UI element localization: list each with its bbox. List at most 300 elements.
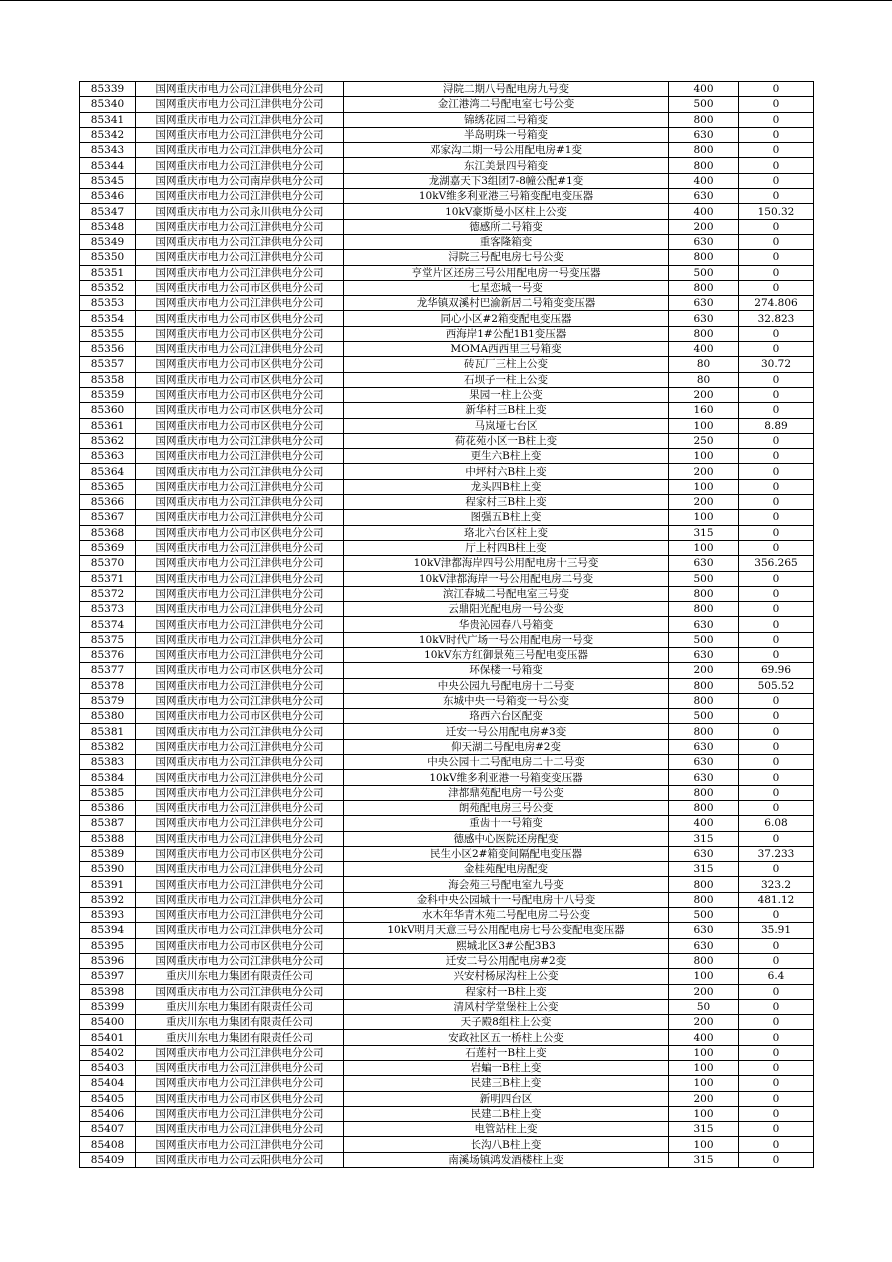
transformer-name-cell: 云鼎阳光配电房一号公变 — [344, 602, 669, 617]
value-cell: 0 — [739, 1061, 814, 1076]
company-cell: 国网重庆市电力公司永川供电分公司 — [136, 204, 344, 219]
capacity-cell: 315 — [669, 862, 739, 877]
row-id-cell: 85357 — [80, 357, 136, 372]
company-cell: 重庆川东电力集团有限责任公司 — [136, 1030, 344, 1045]
value-cell: 8.89 — [739, 418, 814, 433]
row-id-cell: 85397 — [80, 969, 136, 984]
value-cell: 0 — [739, 1030, 814, 1045]
value-cell: 0 — [739, 127, 814, 142]
transformer-name-cell: 荷花苑小区一B柱上变 — [344, 433, 669, 448]
company-cell: 国网重庆市电力公司江津供电分公司 — [136, 495, 344, 510]
row-id-cell: 85341 — [80, 112, 136, 127]
row-id-cell: 85406 — [80, 1106, 136, 1121]
transformer-name-cell: 重客隆箱变 — [344, 234, 669, 249]
value-cell: 69.96 — [739, 663, 814, 678]
value-cell: 0 — [739, 908, 814, 923]
value-cell: 0 — [739, 265, 814, 280]
row-id-cell: 85402 — [80, 1045, 136, 1060]
table-row — [80, 938, 814, 953]
value-cell: 0 — [739, 464, 814, 479]
row-id-cell: 85386 — [80, 800, 136, 815]
table-row — [80, 785, 814, 800]
capacity-cell: 630 — [669, 770, 739, 785]
table-row — [80, 862, 814, 877]
value-cell: 0 — [739, 433, 814, 448]
company-cell: 国网重庆市电力公司江津供电分公司 — [136, 219, 344, 234]
capacity-cell: 100 — [669, 540, 739, 555]
capacity-cell: 400 — [669, 1030, 739, 1045]
company-cell: 国网重庆市电力公司江津供电分公司 — [136, 739, 344, 754]
capacity-cell: 800 — [669, 785, 739, 800]
transformer-name-cell: 德感所二号箱变 — [344, 219, 669, 234]
row-id-cell: 85389 — [80, 846, 136, 861]
value-cell: 37.233 — [739, 846, 814, 861]
company-cell: 国网重庆市电力公司市区供电分公司 — [136, 357, 344, 372]
transformer-name-cell: 兴安村杨尿沟柱上公变 — [344, 969, 669, 984]
row-id-cell: 85367 — [80, 510, 136, 525]
transformer-name-cell: 华贵沁园春八号箱变 — [344, 617, 669, 632]
capacity-cell: 200 — [669, 495, 739, 510]
company-cell: 国网重庆市电力公司江津供电分公司 — [136, 862, 344, 877]
table-row — [80, 969, 814, 984]
value-cell: 0 — [739, 479, 814, 494]
value-cell: 0 — [739, 250, 814, 265]
capacity-cell: 500 — [669, 265, 739, 280]
value-cell: 323.2 — [739, 877, 814, 892]
capacity-cell: 100 — [669, 969, 739, 984]
table-row — [80, 816, 814, 831]
table-row — [80, 372, 814, 387]
row-id-cell: 85368 — [80, 525, 136, 540]
value-cell: 0 — [739, 1122, 814, 1137]
row-id-cell: 85384 — [80, 770, 136, 785]
table-row — [80, 219, 814, 234]
transformer-name-cell: 10kV东方红御景苑三号配电变压器 — [344, 647, 669, 662]
capacity-cell: 400 — [669, 816, 739, 831]
company-cell: 国网重庆市电力公司市区供电分公司 — [136, 1091, 344, 1106]
company-cell: 重庆川东电力集团有限责任公司 — [136, 1015, 344, 1030]
company-cell: 国网重庆市电力公司江津供电分公司 — [136, 112, 344, 127]
capacity-cell: 800 — [669, 586, 739, 601]
table-row — [80, 296, 814, 311]
value-cell: 0 — [739, 403, 814, 418]
capacity-cell: 800 — [669, 112, 739, 127]
company-cell: 国网重庆市电力公司江津供电分公司 — [136, 892, 344, 907]
value-cell: 0 — [739, 97, 814, 112]
company-cell: 国网重庆市电力公司江津供电分公司 — [136, 97, 344, 112]
company-cell: 重庆川东电力集团有限责任公司 — [136, 999, 344, 1014]
value-cell: 0 — [739, 800, 814, 815]
table-row — [80, 250, 814, 265]
row-id-cell: 85376 — [80, 647, 136, 662]
value-cell: 0 — [739, 449, 814, 464]
value-cell: 0 — [739, 510, 814, 525]
value-cell: 0 — [739, 234, 814, 249]
transformer-name-cell: 果园一柱上公变 — [344, 387, 669, 402]
capacity-cell: 50 — [669, 999, 739, 1014]
table-row — [80, 1091, 814, 1106]
company-cell: 重庆川东电力集团有限责任公司 — [136, 969, 344, 984]
table-row — [80, 1045, 814, 1060]
transformer-name-cell: 德感中心医院还房配变 — [344, 831, 669, 846]
company-cell: 国网重庆市电力公司江津供电分公司 — [136, 158, 344, 173]
transformer-name-cell: 龙头四B柱上变 — [344, 479, 669, 494]
table-row — [80, 82, 814, 97]
capacity-cell: 800 — [669, 326, 739, 341]
value-cell: 0 — [739, 831, 814, 846]
transformer-name-cell: 金桂苑配电房配变 — [344, 862, 669, 877]
transformer-name-cell: 电管站柱上变 — [344, 1122, 669, 1137]
table-row — [80, 831, 814, 846]
row-id-cell: 85355 — [80, 326, 136, 341]
transformer-name-cell: 10kV豪斯曼小区柱上公变 — [344, 204, 669, 219]
table-row — [80, 602, 814, 617]
value-cell: 0 — [739, 1091, 814, 1106]
row-id-cell: 85396 — [80, 953, 136, 968]
row-id-cell: 85359 — [80, 387, 136, 402]
row-id-cell: 85391 — [80, 877, 136, 892]
table-row — [80, 586, 814, 601]
company-cell: 国网重庆市电力公司江津供电分公司 — [136, 342, 344, 357]
company-cell: 国网重庆市电力公司江津供电分公司 — [136, 479, 344, 494]
value-cell: 0 — [739, 280, 814, 295]
table-row — [80, 1106, 814, 1121]
company-cell: 国网重庆市电力公司市区供电分公司 — [136, 418, 344, 433]
company-cell: 国网重庆市电力公司市区供电分公司 — [136, 525, 344, 540]
value-cell: 0 — [739, 143, 814, 158]
capacity-cell: 315 — [669, 525, 739, 540]
company-cell: 国网重庆市电力公司江津供电分公司 — [136, 296, 344, 311]
row-id-cell: 85403 — [80, 1061, 136, 1076]
transformer-name-cell: 马岚垭七台区 — [344, 418, 669, 433]
table-row — [80, 1061, 814, 1076]
row-id-cell: 85371 — [80, 571, 136, 586]
company-cell: 国网重庆市电力公司江津供电分公司 — [136, 510, 344, 525]
table-row — [80, 311, 814, 326]
company-cell: 国网重庆市电力公司江津供电分公司 — [136, 250, 344, 265]
row-id-cell: 85393 — [80, 908, 136, 923]
capacity-cell: 315 — [669, 831, 739, 846]
table-row — [80, 265, 814, 280]
transformer-name-cell: 东江美景四号箱变 — [344, 158, 669, 173]
transformer-name-cell: 岩蝙一B柱上变 — [344, 1061, 669, 1076]
capacity-cell: 800 — [669, 250, 739, 265]
company-cell: 国网重庆市电力公司江津供电分公司 — [136, 189, 344, 204]
capacity-cell: 100 — [669, 510, 739, 525]
company-cell: 国网重庆市电力公司市区供电分公司 — [136, 663, 344, 678]
transformer-name-cell: 天子殿8组柱上公变 — [344, 1015, 669, 1030]
capacity-cell: 630 — [669, 938, 739, 953]
capacity-cell: 200 — [669, 1091, 739, 1106]
capacity-cell: 100 — [669, 418, 739, 433]
table-row — [80, 1152, 814, 1167]
table-row — [80, 479, 814, 494]
transformer-name-cell: 图强五B柱上变 — [344, 510, 669, 525]
transformer-name-cell: 金江港湾二号配电室七号公变 — [344, 97, 669, 112]
transformer-name-cell: 民生小区2#箱变间隔配电变压器 — [344, 846, 669, 861]
company-cell: 国网重庆市电力公司江津供电分公司 — [136, 816, 344, 831]
capacity-cell: 315 — [669, 1152, 739, 1167]
company-cell: 国网重庆市电力公司市区供电分公司 — [136, 311, 344, 326]
table-row — [80, 663, 814, 678]
company-cell: 国网重庆市电力公司江津供电分公司 — [136, 234, 344, 249]
value-cell: 0 — [739, 755, 814, 770]
table-row — [80, 724, 814, 739]
value-cell: 0 — [739, 862, 814, 877]
transformer-name-cell: 锦绣花园二号箱变 — [344, 112, 669, 127]
company-cell: 国网重庆市电力公司江津供电分公司 — [136, 617, 344, 632]
transformer-name-cell: 浔院三号配电房七号公变 — [344, 250, 669, 265]
company-cell: 国网重庆市电力公司江津供电分公司 — [136, 127, 344, 142]
table-row — [80, 953, 814, 968]
table-row — [80, 571, 814, 586]
transformer-name-cell: 金科中央公园城十一号配电房十八号变 — [344, 892, 669, 907]
table-row — [80, 1030, 814, 1045]
transformer-name-cell: 石坝子一柱上公变 — [344, 372, 669, 387]
transformer-name-cell: 水木年华青木苑二号配电房二号公变 — [344, 908, 669, 923]
row-id-cell: 85375 — [80, 632, 136, 647]
row-id-cell: 85404 — [80, 1076, 136, 1091]
capacity-cell: 400 — [669, 82, 739, 97]
capacity-cell: 200 — [669, 1015, 739, 1030]
row-id-cell: 85361 — [80, 418, 136, 433]
table-row — [80, 923, 814, 938]
value-cell: 0 — [739, 1137, 814, 1152]
capacity-cell: 800 — [669, 143, 739, 158]
value-cell: 0 — [739, 1076, 814, 1091]
company-cell: 国网重庆市电力公司江津供电分公司 — [136, 908, 344, 923]
value-cell: 0 — [739, 540, 814, 555]
company-cell: 国网重庆市电力公司江津供电分公司 — [136, 82, 344, 97]
company-cell: 国网重庆市电力公司江津供电分公司 — [136, 1122, 344, 1137]
capacity-cell: 500 — [669, 908, 739, 923]
company-cell: 国网重庆市电力公司市区供电分公司 — [136, 709, 344, 724]
row-id-cell: 85346 — [80, 189, 136, 204]
transformer-name-cell: 中央公园十二号配电房二十二号变 — [344, 755, 669, 770]
value-cell: 0 — [739, 189, 814, 204]
value-cell: 0 — [739, 999, 814, 1014]
transformer-name-cell: 同心小区#2箱变配电变压器 — [344, 311, 669, 326]
company-cell: 国网重庆市电力公司江津供电分公司 — [136, 785, 344, 800]
company-cell: 国网重庆市电力公司江津供电分公司 — [136, 540, 344, 555]
company-cell: 国网重庆市电力公司江津供电分公司 — [136, 647, 344, 662]
table-row — [80, 449, 814, 464]
transformer-name-cell: 安政社区五一桥柱上公变 — [344, 1030, 669, 1045]
transformer-name-cell: 更生六B柱上变 — [344, 449, 669, 464]
capacity-cell: 100 — [669, 479, 739, 494]
transformer-name-cell: 亨堂片区还房三号公用配电房一号变压器 — [344, 265, 669, 280]
transformer-name-cell: 滨江春城二号配电室三号变 — [344, 586, 669, 601]
table-row — [80, 173, 814, 188]
transformer-name-cell: 南溪场镇鸿发酒楼柱上变 — [344, 1152, 669, 1167]
table-row — [80, 647, 814, 662]
value-cell: 0 — [739, 1106, 814, 1121]
table-row — [80, 158, 814, 173]
transformer-name-cell: 熙城北区3#公配3B3 — [344, 938, 669, 953]
table-row — [80, 770, 814, 785]
table-row — [80, 143, 814, 158]
transformer-name-cell: 中央公园九号配电房十二号变 — [344, 678, 669, 693]
transformer-name-cell: 东城中央一号箱变一号公变 — [344, 693, 669, 708]
company-cell: 国网重庆市电力公司江津供电分公司 — [136, 586, 344, 601]
capacity-cell: 630 — [669, 739, 739, 754]
company-cell: 国网重庆市电力公司江津供电分公司 — [136, 877, 344, 892]
row-id-cell: 85400 — [80, 1015, 136, 1030]
row-id-cell: 85378 — [80, 678, 136, 693]
value-cell: 0 — [739, 770, 814, 785]
value-cell: 0 — [739, 495, 814, 510]
table-row — [80, 632, 814, 647]
company-cell: 国网重庆市电力公司江津供电分公司 — [136, 1045, 344, 1060]
table-row — [80, 908, 814, 923]
table-row — [80, 418, 814, 433]
row-id-cell: 85350 — [80, 250, 136, 265]
capacity-cell: 200 — [669, 387, 739, 402]
page-top-rule — [0, 0, 892, 1]
row-id-cell: 85407 — [80, 1122, 136, 1137]
transformer-name-cell: 西海岸1#公配1B1变压器 — [344, 326, 669, 341]
row-id-cell: 85347 — [80, 204, 136, 219]
transformer-name-cell: MOMA西西里三号箱变 — [344, 342, 669, 357]
transformer-name-cell: 砖瓦厂三柱上公变 — [344, 357, 669, 372]
transformer-name-cell: 龙湖嘉天下3组团7-8幢公配#1变 — [344, 173, 669, 188]
value-cell: 150.32 — [739, 204, 814, 219]
value-cell: 0 — [739, 158, 814, 173]
transformer-name-cell: 清风村学堂堡柱上公变 — [344, 999, 669, 1014]
value-cell: 0 — [739, 617, 814, 632]
value-cell: 6.08 — [739, 816, 814, 831]
company-cell: 国网重庆市电力公司江津供电分公司 — [136, 632, 344, 647]
value-cell: 356.265 — [739, 556, 814, 571]
row-id-cell: 85381 — [80, 724, 136, 739]
capacity-cell: 500 — [669, 97, 739, 112]
capacity-cell: 800 — [669, 158, 739, 173]
transformer-name-cell: 迁安一号公用配电房#3变 — [344, 724, 669, 739]
row-id-cell: 85339 — [80, 82, 136, 97]
capacity-cell: 630 — [669, 647, 739, 662]
table-row — [80, 495, 814, 510]
transformer-name-cell: 10kV时代广场一号公用配电房一号变 — [344, 632, 669, 647]
value-cell: 0 — [739, 342, 814, 357]
row-id-cell: 85380 — [80, 709, 136, 724]
value-cell: 0 — [739, 586, 814, 601]
row-id-cell: 85390 — [80, 862, 136, 877]
value-cell: 0 — [739, 953, 814, 968]
company-cell: 国网重庆市电力公司江津供电分公司 — [136, 724, 344, 739]
table-body — [80, 82, 814, 1168]
transformer-name-cell: 浔院二期八号配电房九号变 — [344, 82, 669, 97]
table-row — [80, 204, 814, 219]
capacity-cell: 250 — [669, 433, 739, 448]
capacity-cell: 500 — [669, 632, 739, 647]
transformer-name-cell: 民建二B柱上变 — [344, 1106, 669, 1121]
company-cell: 国网重庆市电力公司江津供电分公司 — [136, 449, 344, 464]
transformer-name-cell: 10kV维多利亚港一号箱变变压器 — [344, 770, 669, 785]
company-cell: 国网重庆市电力公司江津供电分公司 — [136, 678, 344, 693]
value-cell: 0 — [739, 724, 814, 739]
transformer-name-cell: 迁安二号公用配电房#2变 — [344, 953, 669, 968]
table-row — [80, 280, 814, 295]
transformer-name-cell: 新华村三B柱上变 — [344, 403, 669, 418]
capacity-cell: 800 — [669, 693, 739, 708]
transformer-name-cell: 程家村三B柱上变 — [344, 495, 669, 510]
value-cell: 0 — [739, 571, 814, 586]
capacity-cell: 80 — [669, 357, 739, 372]
row-id-cell: 85377 — [80, 663, 136, 678]
company-cell: 国网重庆市电力公司市区供电分公司 — [136, 846, 344, 861]
table-row — [80, 693, 814, 708]
capacity-cell: 630 — [669, 234, 739, 249]
company-cell: 国网重庆市电力公司江津供电分公司 — [136, 556, 344, 571]
table-row — [80, 387, 814, 402]
capacity-cell: 100 — [669, 1045, 739, 1060]
row-id-cell: 85398 — [80, 984, 136, 999]
transformer-name-cell: 10kV维多利亚港三号箱变配电变压器 — [344, 189, 669, 204]
value-cell: 0 — [739, 602, 814, 617]
company-cell: 国网重庆市电力公司江津供电分公司 — [136, 602, 344, 617]
capacity-cell: 315 — [669, 1122, 739, 1137]
value-cell: 0 — [739, 1152, 814, 1167]
row-id-cell: 85388 — [80, 831, 136, 846]
row-id-cell: 85363 — [80, 449, 136, 464]
company-cell: 国网重庆市电力公司市区供电分公司 — [136, 372, 344, 387]
company-cell: 国网重庆市电力公司市区供电分公司 — [136, 403, 344, 418]
table-row — [80, 464, 814, 479]
company-cell: 国网重庆市电力公司江津供电分公司 — [136, 770, 344, 785]
row-id-cell: 85362 — [80, 433, 136, 448]
table-row — [80, 556, 814, 571]
transformer-name-cell: 邓家沟二期一号公用配电房#1变 — [344, 143, 669, 158]
value-cell: 0 — [739, 82, 814, 97]
table-row — [80, 1076, 814, 1091]
value-cell: 0 — [739, 709, 814, 724]
table-row — [80, 433, 814, 448]
capacity-cell: 100 — [669, 449, 739, 464]
company-cell: 国网重庆市电力公司江津供电分公司 — [136, 265, 344, 280]
transformer-name-cell: 朗苑配电房三号公变 — [344, 800, 669, 815]
table-row — [80, 112, 814, 127]
transformer-name-cell: 10kV津都海岸四号公用配电房十三号变 — [344, 556, 669, 571]
value-cell: 0 — [739, 647, 814, 662]
table-row — [80, 984, 814, 999]
table-row — [80, 1015, 814, 1030]
transformer-name-cell: 七星恋城一号变 — [344, 280, 669, 295]
capacity-cell: 800 — [669, 280, 739, 295]
table-row — [80, 189, 814, 204]
row-id-cell: 85345 — [80, 173, 136, 188]
company-cell: 国网重庆市电力公司市区供电分公司 — [136, 326, 344, 341]
row-id-cell: 85353 — [80, 296, 136, 311]
capacity-cell: 630 — [669, 127, 739, 142]
table-row — [80, 510, 814, 525]
capacity-cell: 80 — [669, 372, 739, 387]
capacity-cell: 630 — [669, 189, 739, 204]
capacity-cell: 630 — [669, 923, 739, 938]
row-id-cell: 85354 — [80, 311, 136, 326]
transformer-name-cell: 仰天湖二号配电房#2变 — [344, 739, 669, 754]
row-id-cell: 85392 — [80, 892, 136, 907]
row-id-cell: 85343 — [80, 143, 136, 158]
capacity-cell: 200 — [669, 464, 739, 479]
company-cell: 国网重庆市电力公司江津供电分公司 — [136, 755, 344, 770]
row-id-cell: 85369 — [80, 540, 136, 555]
row-id-cell: 85394 — [80, 923, 136, 938]
row-id-cell: 85387 — [80, 816, 136, 831]
table-row — [80, 357, 814, 372]
row-id-cell: 85370 — [80, 556, 136, 571]
table-row — [80, 892, 814, 907]
value-cell: 0 — [739, 1015, 814, 1030]
